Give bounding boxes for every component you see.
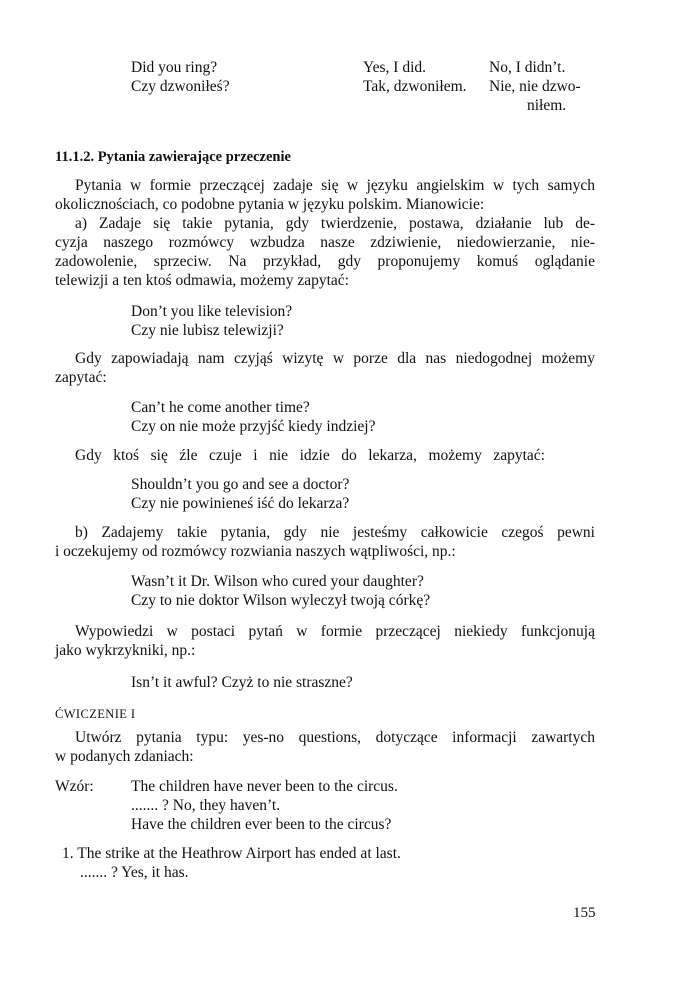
example-line: Isn’t it awful? Czyż to nie straszne? bbox=[131, 674, 353, 691]
model-line: Have the children ever been to the circus? bbox=[131, 816, 392, 833]
paragraph-line: cyzja naszego rozmówcy wzbudza nasze zdziwienie, niedowierzanie, nie- bbox=[55, 234, 595, 251]
paragraph-line: Gdy zapowiadają nam czyjąś wizytę w porze dla nas niedogodnej możemy bbox=[75, 350, 595, 367]
example-line: Don’t you like television? bbox=[131, 303, 293, 320]
table-cell: Did you ring? bbox=[131, 59, 218, 76]
paragraph-line: Gdy ktoś się źle czuje i nie idzie do lekarza, możemy zapytać: bbox=[75, 447, 545, 464]
example-line: Czy nie powinieneś iść do lekarza? bbox=[131, 495, 350, 512]
paragraph-line: Utwórz pytania typu: yes-no questions, dotyczące informacji zawartych bbox=[75, 729, 595, 746]
exercise-item: 1. The strike at the Heathrow Airport has ended at last. bbox=[62, 845, 401, 862]
paragraph-line: w podanych zdaniach: bbox=[55, 748, 194, 765]
model-label: Wzór: bbox=[55, 778, 94, 795]
example-line: Czy on nie może przyjść kiedy indziej? bbox=[131, 418, 376, 435]
example-line: Czy to nie doktor Wilson wyleczył twoją córkę? bbox=[131, 592, 431, 609]
example-line: Czy nie lubisz telewizji? bbox=[131, 322, 284, 339]
table-cell: Yes, I did. bbox=[363, 59, 427, 76]
model-line: The children have never been to the circus. bbox=[131, 778, 398, 795]
paragraph-line: zadowolenie, sprzeciw. Na przykład, gdy proponujemy komuś oglądanie bbox=[55, 253, 595, 270]
exercise-heading: ĆWICZENIE I bbox=[55, 707, 136, 721]
paragraph-line: b) Zadajemy takie pytania, gdy nie jesteśmy całkowicie czegoś pewni bbox=[75, 524, 595, 541]
example-line: Wasn’t it Dr. Wilson who cured your daughter? bbox=[131, 573, 424, 590]
example-line: Can’t he come another time? bbox=[131, 399, 310, 416]
table-cell: Tak, dzwoniłem. bbox=[363, 78, 467, 95]
paragraph-line: okolicznościach, co podobne pytania w języku polskim. Mianowicie: bbox=[55, 196, 485, 213]
model-line: ....... ? No, they haven’t. bbox=[131, 797, 281, 814]
table-cell: No, I didn’t. bbox=[489, 59, 566, 76]
paragraph-line: jako wykrzykniki, np.: bbox=[55, 642, 196, 659]
table-cell: niłem. bbox=[527, 97, 567, 114]
paragraph-line: telewizji a ten ktoś odmawia, możemy zapytać: bbox=[55, 272, 349, 289]
exercise-item: ....... ? Yes, it has. bbox=[80, 864, 189, 881]
paragraph-line: a) Zadaje się takie pytania, gdy twierdzenie, postawa, działanie lub de- bbox=[75, 215, 595, 232]
example-line: Shouldn’t you go and see a doctor? bbox=[131, 476, 350, 493]
paragraph-line: Wypowiedzi w postaci pytań w formie przeczącej niekiedy funkcjonują bbox=[75, 623, 595, 640]
paragraph-line: Pytania w formie przeczącej zadaje się w języku angielskim w tych samych bbox=[75, 177, 595, 194]
section-heading: 11.1.2. Pytania zawierające przeczenie bbox=[55, 149, 291, 165]
page-number: 155 bbox=[573, 905, 596, 921]
paragraph-line: zapytać: bbox=[55, 369, 107, 386]
table-cell: Nie, nie dzwo- bbox=[489, 78, 581, 95]
paragraph-line: i oczekujemy od rozmówcy rozwiania naszych wątpliwości, np.: bbox=[55, 543, 456, 560]
table-cell: Czy dzwoniłeś? bbox=[131, 78, 230, 95]
